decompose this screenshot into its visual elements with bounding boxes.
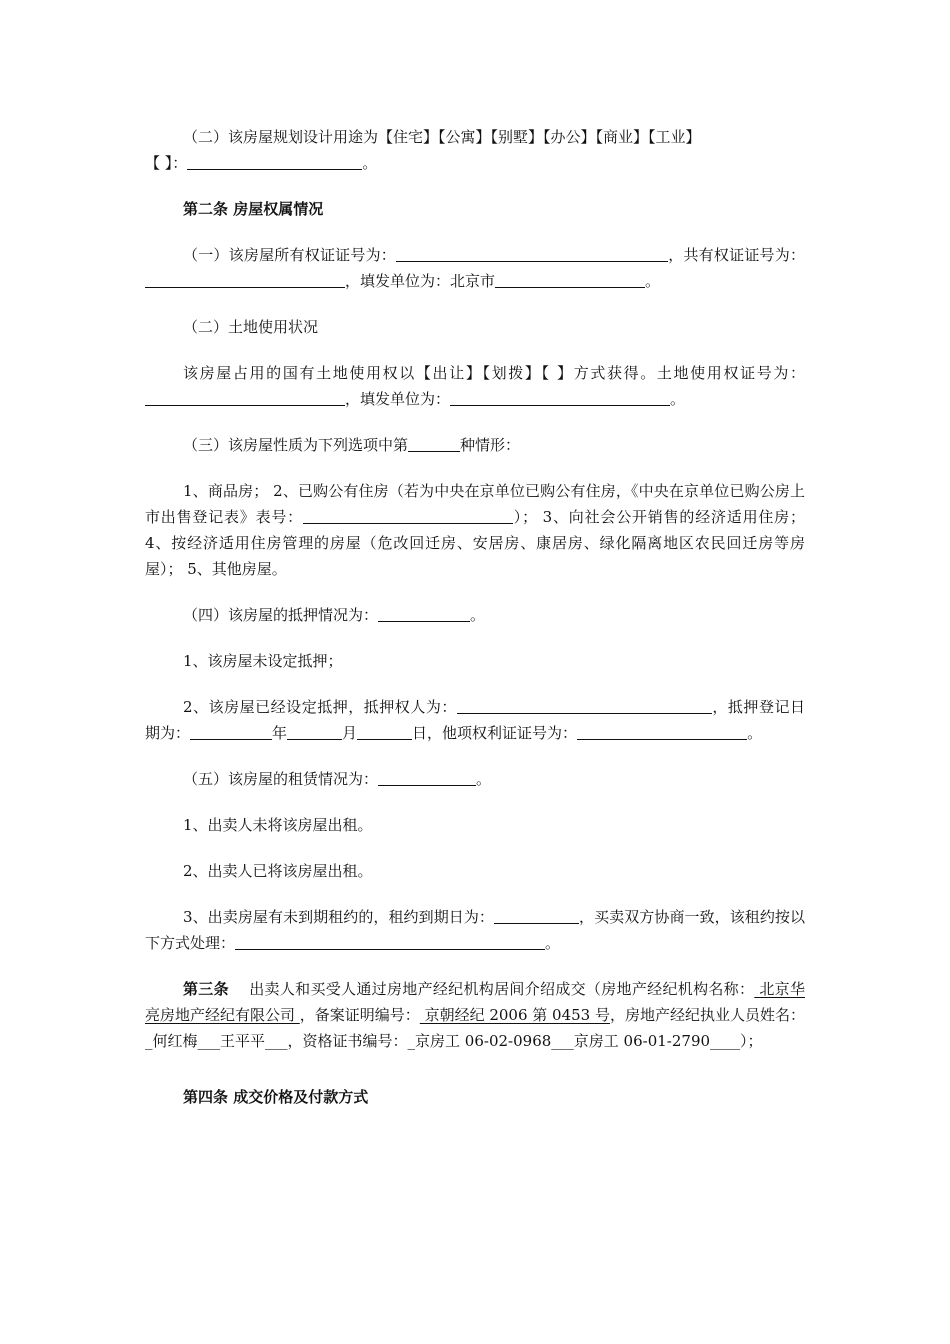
- ownership-cert-paragraph: （一）该房屋所有权证证号为： ，共有权证证号为：，填发单位为：北京市 。: [145, 242, 805, 294]
- ownership-cert-blank[interactable]: [396, 246, 668, 262]
- lease-option-2: 2、出卖人已将该房屋出租。: [183, 862, 373, 880]
- nature-paragraph: （三）该房屋性质为下列选项中第 种情形：: [183, 436, 521, 454]
- land-cert-blank[interactable]: [145, 390, 345, 406]
- year-blank[interactable]: [190, 724, 272, 740]
- article-3-paragraph: 第三条 出卖人和买受人通过房地产经纪机构居间介绍成交（房地产经纪机构名称： 北京华亮房地产经纪有限公司 ，备案证明编号： 京朝经纪 2006 第 0453 号，房地产经纪执业人员姓名：_何红梅___王平平___，资格证书编号：_京房工 06-02-0968___京房工 06-01-2790____）；: [145, 980, 806, 1050]
- registration-form-blank[interactable]: [303, 508, 513, 524]
- record-number: 京朝经纪 2006 第 0453 号: [419, 1006, 610, 1024]
- mortgage-option-1: 1、该房屋未设定抵押；: [183, 652, 343, 670]
- co-ownership-cert-blank[interactable]: [145, 272, 345, 288]
- usage-paragraph: （二）该房屋规划设计用途为【住宅】【公寓】【别墅】【办公】【商业】【工业】: [183, 128, 701, 146]
- day-blank[interactable]: [357, 724, 412, 740]
- agency-name: 北京华亮房地产经纪有限公司: [145, 980, 805, 1024]
- lease-option-1: 1、出卖人未将该房屋出租。: [183, 816, 373, 834]
- article-3-label: 第三条: [183, 980, 229, 998]
- land-use-heading: （二）土地使用状况: [183, 318, 319, 336]
- other-rights-cert-blank[interactable]: [577, 724, 737, 740]
- mortgage-blank[interactable]: [378, 606, 470, 622]
- lease-paragraph: （五）该房屋的租赁情况为： 。: [183, 770, 492, 788]
- lease-option-3: 3、出卖房屋有未到期租约的，租约到期日为： ，买卖双方协商一致，该租约按以下方式处理： 。: [145, 908, 805, 952]
- mortgage-option-2: 2、该房屋已经设定抵押，抵押权人为： ，抵押登记日期为： 年 月 日，他项权利证证号为： 。: [145, 698, 805, 742]
- nature-options-paragraph: 1、商品房； 2、已购公有住房（若为中央在京单位已购公有住房，《中央在京单位已购公房上市出售登记表》表号： ）； 3、向社会公开销售的经济适用住房； 4、按经济适用住房管理的房屋（危改回迁房、安居房、康居房、绿化隔离地区农民回迁房等房屋）； 5、其他房屋。: [145, 482, 805, 578]
- month-blank[interactable]: [287, 724, 342, 740]
- lease-handling-blank[interactable]: [235, 934, 545, 950]
- mortgage-paragraph: （四）该房屋的抵押情况为： 。: [183, 606, 486, 624]
- contract-page: [145, 124, 805, 1110]
- nature-blank[interactable]: [408, 436, 460, 452]
- lease-expiry-blank[interactable]: [494, 908, 579, 924]
- article-2-heading: 第二条 房屋权属情况: [183, 200, 324, 218]
- land-issuer-blank[interactable]: [450, 390, 670, 406]
- cert-numbers: _京房工 06-02-0968___京房工 06-01-2790____: [407, 1032, 741, 1050]
- usage-paragraph-cont: 【 】： 。: [145, 154, 378, 172]
- other-rights-cert-blank-cont[interactable]: [737, 724, 747, 740]
- lease-blank[interactable]: [378, 770, 476, 786]
- usage-blank[interactable]: [187, 154, 362, 170]
- agent-names: _何红梅___王平平___: [145, 1032, 288, 1050]
- mortgagee-blank[interactable]: [457, 698, 712, 714]
- issuer-blank[interactable]: [495, 272, 645, 288]
- article-4-heading: 第四条 成交价格及付款方式: [183, 1088, 369, 1106]
- land-use-paragraph: 该房屋占用的国有土地使用权以【出让】【划拨】【 】方式获得。土地使用权证号为：，填发单位为： 。: [145, 360, 805, 412]
